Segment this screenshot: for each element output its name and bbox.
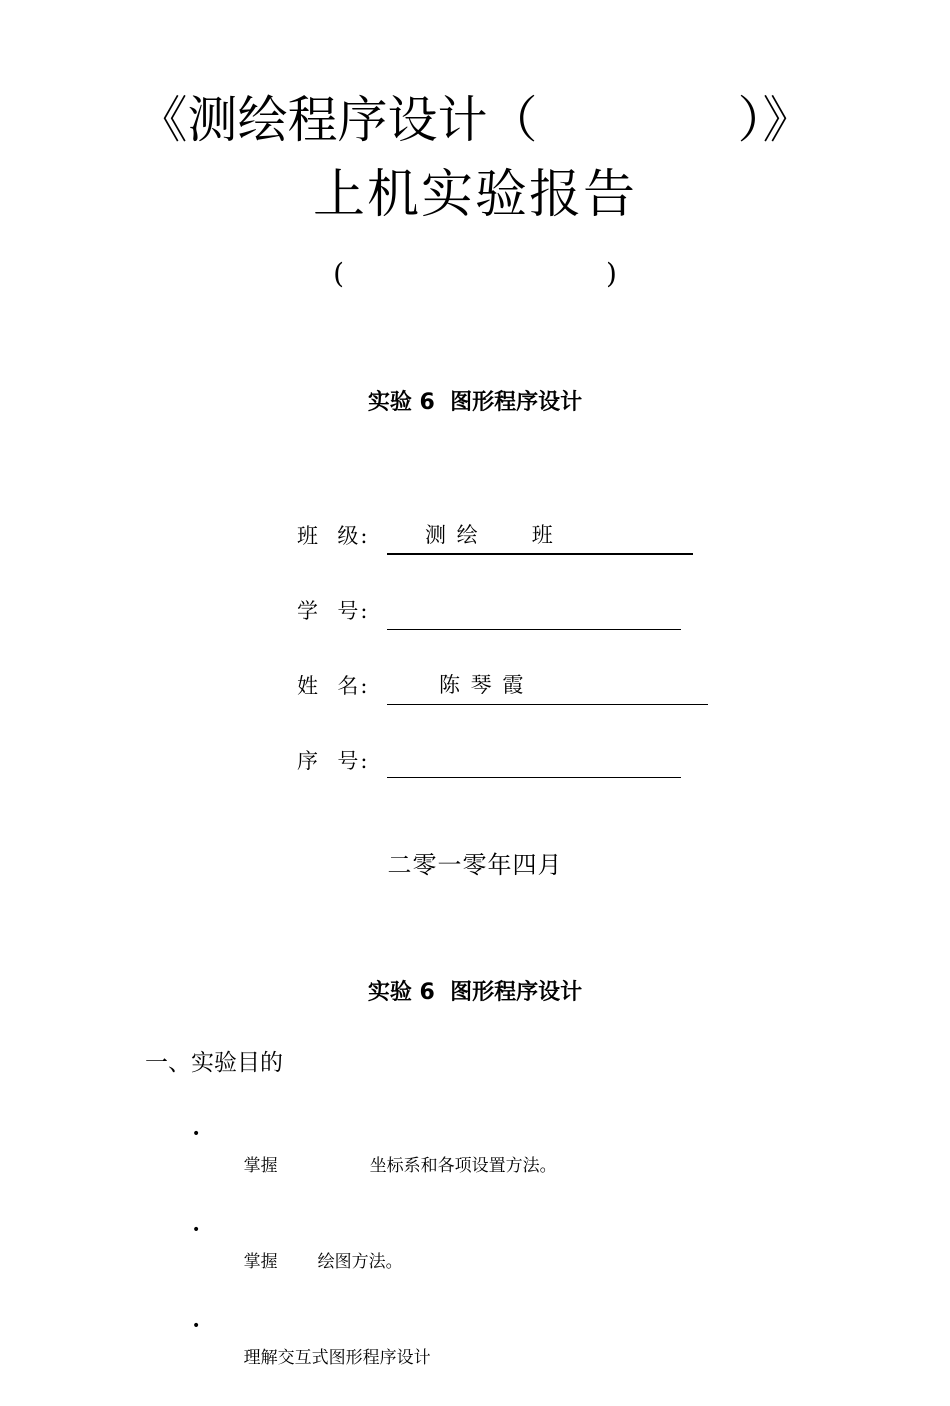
- experiment-heading-cover: 实验 6 图形程序设计: [367, 390, 583, 415]
- objective-prefix: 掌握: [243, 1252, 278, 1272]
- title-line-2: 上机实验报告: [312, 165, 637, 225]
- title-line-1-left: 《测绘程序设计（: [137, 91, 538, 149]
- field-label-class: 班 级:: [297, 524, 370, 548]
- objective-prefix: 理解交互式图形程序设计: [243, 1348, 431, 1368]
- subtitle-parentheses: [0, 254, 950, 294]
- field-underline-seq-number: [387, 777, 681, 778]
- field-underline-student-id: [387, 629, 681, 630]
- field-label-student-id: 学 号:: [297, 599, 370, 623]
- bullet-icon: •: [192, 1318, 201, 1334]
- title-line-1-right: ）》: [737, 91, 813, 149]
- objectives-list: [188, 1118, 557, 1406]
- list-item: [188, 1310, 557, 1406]
- objective-suffix: 绘图方法。: [317, 1252, 403, 1272]
- objective-prefix: 掌握: [243, 1156, 278, 1176]
- field-label-name: 姓 名:: [297, 674, 370, 698]
- bullet-icon: •: [192, 1126, 201, 1142]
- bullet-icon: •: [192, 1222, 201, 1238]
- field-value-name: 陈 琴 霞: [439, 673, 526, 697]
- list-item: [188, 1214, 557, 1310]
- field-value-class: 测 绘 班: [425, 523, 555, 547]
- field-underline-name: [387, 704, 708, 705]
- list-item: [188, 1118, 557, 1214]
- title-line-1: [0, 88, 950, 152]
- report-date: 二零一零年四月: [387, 851, 563, 879]
- subtitle-right-paren: ): [606, 257, 617, 290]
- subtitle-left-paren: (: [333, 257, 344, 290]
- section-title-objectives: 一、实验目的: [145, 1050, 283, 1076]
- field-underline-class: [387, 553, 693, 555]
- experiment-heading-body: 实验 6 图形程序设计: [367, 980, 583, 1005]
- field-label-seq-number: 序 号:: [297, 749, 370, 773]
- objective-suffix: 坐标系和各项设置方法。: [369, 1156, 557, 1176]
